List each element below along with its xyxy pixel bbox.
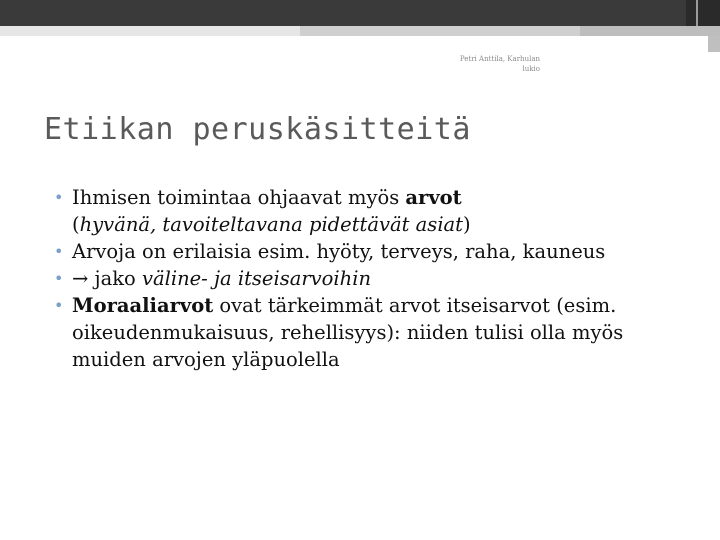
bullet-marker: • — [54, 296, 64, 315]
bullet-list — [48, 184, 698, 373]
slide-title: Etiikan peruskäsitteitä — [44, 112, 471, 147]
top-decoration-corner — [686, 0, 720, 26]
side-decoration — [708, 36, 720, 52]
bullet-marker: • — [54, 188, 64, 207]
bullet-item: • → jako väline- ja itseisarvoihin — [54, 267, 371, 290]
author-line-1: Petri Anttila, Karhulan — [459, 55, 540, 63]
bullet-item: • Moraaliarvot ovat tärkeimmät arvot itseisarvot (esim. oikeudenmukaisuus, rehellisyys): niiden tulisi olla myös muiden arvojen yläpuolella — [54, 294, 624, 371]
bullet-marker: • — [54, 269, 64, 288]
slide-header — [400, 54, 540, 74]
top-decoration-band — [0, 26, 720, 36]
author-line-2: lukio — [522, 65, 540, 73]
top-decoration-bar — [0, 0, 720, 26]
bullet-marker: • — [54, 242, 64, 261]
arrow-icon: → — [72, 267, 89, 290]
bullet-item: • Ihmisen toimintaa ohjaavat myös arvot (hyvänä, tavoiteltavana pidettävät asiat) — [54, 186, 471, 236]
bullet-item: • Arvoja on erilaisia esim. hyöty, terveys, raha, kauneus — [54, 240, 606, 263]
